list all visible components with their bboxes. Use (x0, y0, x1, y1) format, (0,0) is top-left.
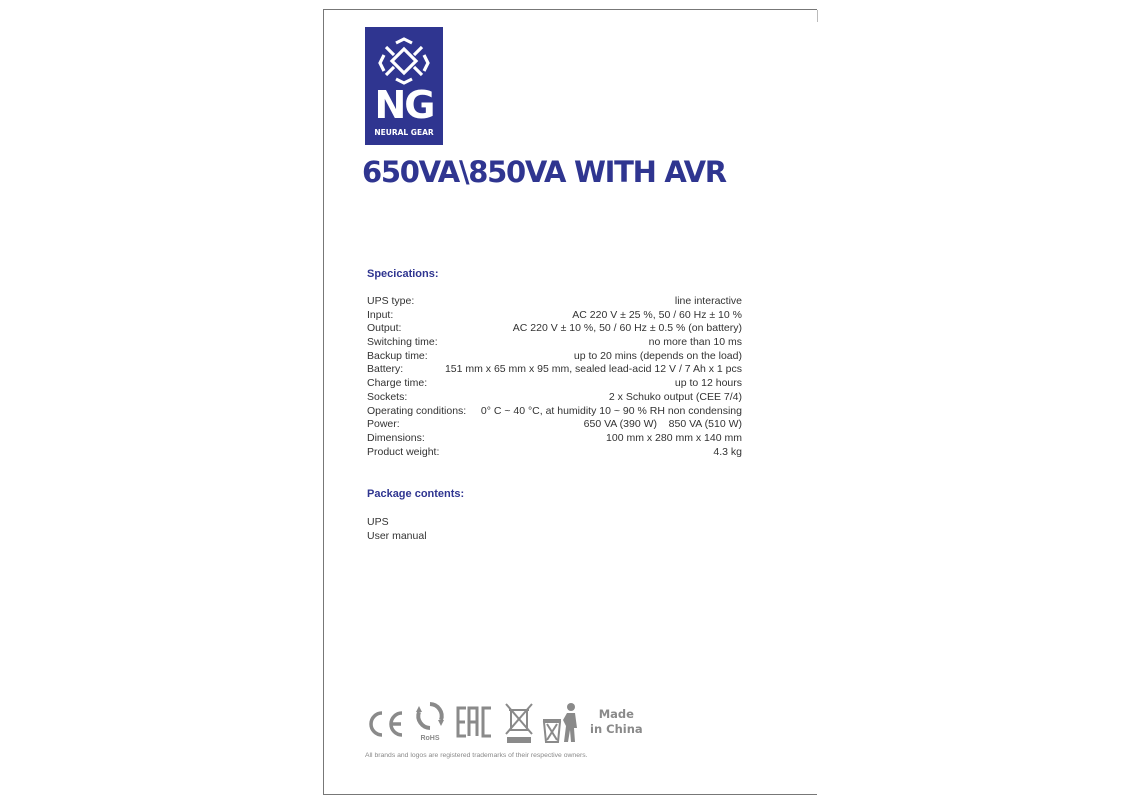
spec-label: Backup time: (367, 349, 428, 362)
spec-row (367, 377, 742, 391)
spec-row (367, 391, 742, 405)
spec-label: Switching time: (367, 336, 438, 349)
specifications-table (367, 295, 742, 459)
spec-row (367, 418, 742, 432)
logo-emblem-icon (378, 37, 430, 85)
spec-value: 151 mm x 65 mm x 95 mm, sealed lead-acid 12 V / 7 Ah x 1 pcs (444, 363, 742, 376)
spec-label: Product weight: (367, 445, 440, 458)
manual-page (323, 9, 817, 795)
spec-value: no more than 10 ms (648, 336, 742, 349)
spec-value: up to 12 hours (674, 377, 742, 390)
spec-label: Output: (367, 322, 402, 335)
list-item: UPS (367, 516, 389, 528)
trademark-footnote: All brands and logos are registered trademarks of their respective owners. (365, 752, 588, 759)
spec-value: 4.3 kg (713, 445, 742, 458)
spec-row (367, 322, 742, 336)
spec-row (367, 295, 742, 309)
spec-value: AC 220 V ± 25 %, 50 / 60 Hz ± 10 % (572, 308, 742, 321)
spec-row (367, 350, 742, 364)
spec-row (367, 405, 742, 419)
spec-row (367, 309, 742, 323)
spec-label: UPS type: (367, 295, 415, 307)
spec-value: 0° C ~ 40 °C, at humidity 10 ~ 90 % RH non condensing (480, 404, 742, 417)
tidyman-disposal-icon (541, 702, 581, 744)
logo-ng-text: NG (374, 83, 434, 127)
made-line-1: Made (598, 707, 634, 721)
spec-value: 650 VA (390 W) 850 VA (510 W) (583, 418, 742, 431)
spec-label: Operating conditions: (367, 404, 467, 417)
crossed-bin-icon (504, 702, 534, 744)
rohs-mark (414, 700, 446, 742)
spec-value: 100 mm x 280 mm x 140 mm (606, 431, 742, 444)
ce-mark-icon (364, 710, 406, 738)
certification-marks (364, 700, 654, 746)
recycle-arrows-icon (414, 700, 446, 732)
page-title: 650VA\850VA WITH AVR (362, 155, 726, 189)
package-contents-heading: Package contents: (367, 488, 465, 500)
spec-row (367, 446, 742, 460)
spec-label: Charge time: (367, 377, 428, 390)
rohs-label: RoHS (420, 735, 440, 742)
spec-label: Sockets: (367, 390, 408, 403)
list-item: User manual (367, 530, 427, 542)
made-line-2: in China (590, 722, 643, 736)
spec-row (367, 432, 742, 446)
spec-value: 2 x Schuko output (CEE 7/4) (608, 390, 742, 403)
logo-brand-name: NEURAL GEAR (374, 128, 434, 137)
spec-label: Dimensions: (367, 431, 425, 444)
made-in-china-label (590, 707, 643, 737)
spec-row (367, 336, 742, 350)
spec-value: line interactive (674, 295, 742, 307)
spec-value: up to 20 mins (depends on the load) (573, 349, 742, 362)
spec-label: Battery: (367, 363, 404, 376)
spec-value: AC 220 V ± 10 %, 50 / 60 Hz ± 0.5 % (on battery) (512, 322, 742, 335)
spec-label: Power: (367, 418, 400, 431)
spec-row (367, 363, 742, 377)
neural-gear-logo (365, 27, 443, 145)
page-edge (817, 10, 818, 22)
spec-label: Input: (367, 308, 394, 321)
specifications-heading: Specications: (367, 268, 439, 280)
package-contents-list (367, 515, 427, 543)
eac-mark-icon (456, 706, 494, 738)
